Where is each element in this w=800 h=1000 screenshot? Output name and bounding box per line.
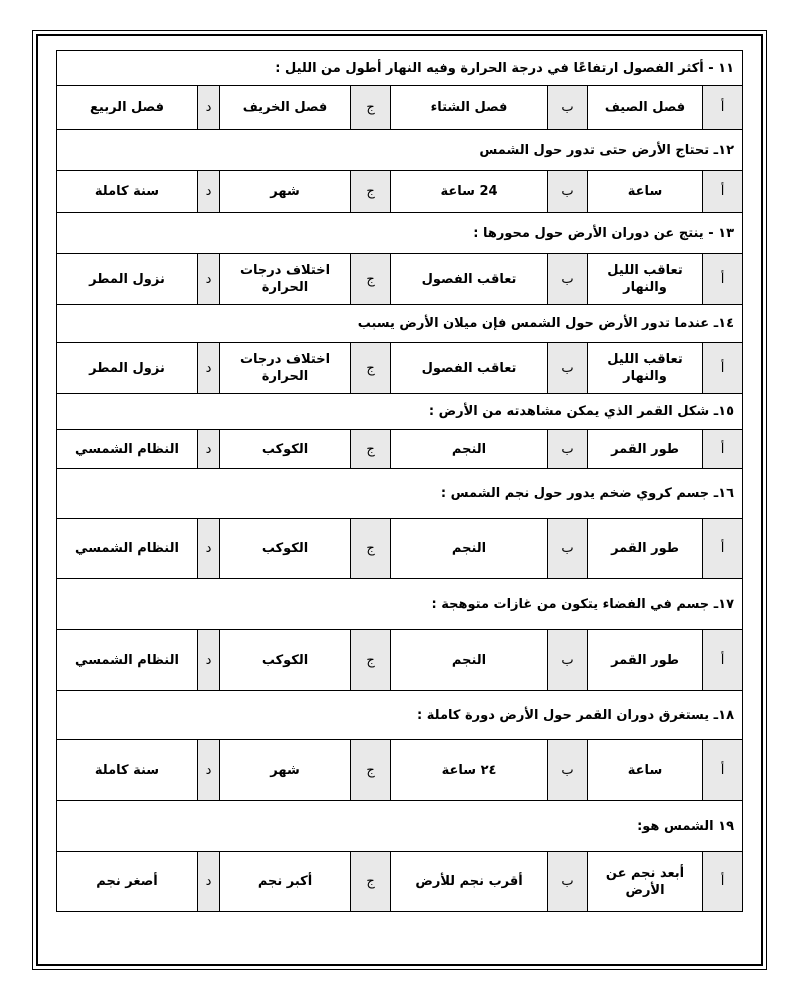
question-text: ١٤ـ عندما تدور الأرض حول الشمس فإن ميلان الأرض يسبب [57, 305, 743, 343]
option-letter: د [198, 430, 220, 469]
option-letter: ب [548, 86, 588, 130]
question-row [57, 305, 743, 343]
question-text: ١١ - أكثر الفصول ارتفاعًا في درجة الحرارة وفيه النهار أطول من الليل : [57, 51, 743, 86]
question-text: ١٥ـ شكل القمر الذي يمكن مشاهدته من الأرض : [57, 394, 743, 430]
option-text: سنة كاملة [94, 184, 160, 199]
option-letter: ب [548, 852, 588, 912]
question-text: ١٨ـ يستغرق دوران القمر حول الأرض دورة كاملة : [57, 691, 743, 740]
option-answer[interactable] [588, 343, 703, 394]
option-letter: ب [548, 519, 588, 579]
question-row [57, 130, 743, 171]
option-text: تعاقب الليل والنهار [607, 352, 683, 384]
option-text: أبعد نجم عن الأرض [605, 865, 685, 898]
question-row [57, 801, 743, 852]
option-letter: د [198, 343, 220, 394]
option-answer[interactable] [588, 630, 703, 691]
option-answer[interactable] [588, 740, 703, 801]
option-answer[interactable] [588, 254, 703, 305]
option-letter: أ [703, 171, 743, 213]
question-text: ١٩ الشمس هو: [57, 801, 743, 852]
option-letter: د [198, 630, 220, 691]
option-answer[interactable] [220, 254, 351, 305]
option-text: فصل الربيع [90, 100, 164, 115]
option-answer[interactable] [391, 430, 548, 469]
question-row [57, 213, 743, 254]
option-text: شهر [270, 184, 300, 199]
options-row [57, 740, 743, 801]
options-row [57, 254, 743, 305]
option-answer[interactable] [391, 740, 548, 801]
option-text: فصل الشتاء [430, 100, 508, 115]
option-text: النجم [451, 541, 487, 556]
option-text: تعاقب الفصول [421, 360, 517, 376]
option-text: طور القمر [611, 441, 679, 457]
options-row [57, 343, 743, 394]
option-answer[interactable] [57, 343, 198, 394]
option-answer[interactable] [588, 519, 703, 579]
options-row [57, 519, 743, 579]
options-row [57, 630, 743, 691]
option-answer[interactable] [57, 852, 198, 912]
question-text: ١٣ - ينتج عن دوران الأرض حول محورها : [57, 213, 743, 254]
option-letter: أ [703, 343, 743, 394]
options-row [57, 430, 743, 469]
option-answer[interactable] [391, 86, 548, 130]
option-letter: ب [548, 430, 588, 469]
option-answer[interactable] [391, 852, 548, 912]
option-text: شهر [270, 762, 300, 778]
option-text: طور القمر [611, 652, 679, 668]
option-text: اختلاف درجات الحرارة [239, 352, 331, 384]
option-letter: أ [703, 430, 743, 469]
option-letter: ب [548, 343, 588, 394]
option-text: 24 ساعة [440, 184, 498, 199]
option-letter: ج [351, 254, 391, 305]
options-row [57, 852, 743, 912]
option-text: ساعة [627, 762, 663, 778]
option-answer[interactable] [588, 86, 703, 130]
option-letter: د [198, 852, 220, 912]
question-row [57, 394, 743, 430]
option-letter: ج [351, 430, 391, 469]
option-text: أصغر نجم [96, 874, 158, 889]
option-text: النظام الشمسي [75, 652, 179, 668]
option-answer[interactable] [57, 630, 198, 691]
option-letter: ب [548, 254, 588, 305]
option-answer[interactable] [588, 430, 703, 469]
question-row [57, 51, 743, 86]
option-answer[interactable] [220, 86, 351, 130]
options-row [57, 86, 743, 130]
option-text: تعاقب الفصول [421, 271, 517, 287]
option-letter: أ [703, 254, 743, 305]
option-text: النجم [451, 441, 487, 457]
option-letter: أ [703, 630, 743, 691]
option-text: الكوكب [261, 652, 309, 668]
option-letter: د [198, 86, 220, 130]
option-answer[interactable] [57, 519, 198, 579]
option-text: سنة كاملة [94, 762, 160, 778]
question-text: ١٦ـ جسم كروي ضخم يدور حول نجم الشمس : [57, 469, 743, 519]
option-letter: ب [548, 740, 588, 801]
option-letter: أ [703, 740, 743, 801]
option-answer[interactable] [220, 171, 351, 213]
option-letter: د [198, 254, 220, 305]
option-letter: ج [351, 630, 391, 691]
option-answer[interactable] [391, 519, 548, 579]
option-letter: أ [703, 86, 743, 130]
option-text: طور القمر [611, 541, 679, 556]
option-letter: ب [548, 630, 588, 691]
options-row [57, 171, 743, 213]
option-answer[interactable] [57, 740, 198, 801]
option-answer[interactable] [57, 430, 198, 469]
option-letter: د [198, 740, 220, 801]
option-text: ٢٤ ساعة [441, 762, 497, 778]
option-letter: ج [351, 86, 391, 130]
option-text: تعاقب الليل والنهار [607, 263, 683, 295]
option-answer[interactable] [391, 171, 548, 213]
option-text: نزول المطر [89, 271, 165, 287]
option-answer[interactable] [220, 852, 351, 912]
option-answer[interactable] [220, 519, 351, 579]
option-text: فصل الخريف [242, 100, 328, 115]
option-letter: ب [548, 171, 588, 213]
question-text: ١٧ـ جسم في الفضاء يتكون من غازات متوهجة : [57, 579, 743, 630]
option-answer[interactable] [220, 430, 351, 469]
question-row [57, 579, 743, 630]
option-letter: أ [703, 852, 743, 912]
option-text: الكوكب [261, 441, 309, 457]
option-answer[interactable] [220, 740, 351, 801]
question-text: ١٢ـ تحتاج الأرض حتى تدور حول الشمس [57, 130, 743, 171]
option-answer[interactable] [57, 254, 198, 305]
option-text: النجم [451, 652, 487, 668]
option-answer[interactable] [220, 630, 351, 691]
option-text: نزول المطر [89, 360, 165, 376]
option-answer[interactable] [391, 254, 548, 305]
question-row [57, 691, 743, 740]
option-text: الكوكب [261, 541, 309, 556]
questions-table [56, 50, 743, 912]
option-answer[interactable] [391, 343, 548, 394]
option-letter: د [198, 171, 220, 213]
option-text: النظام الشمسي [75, 441, 179, 457]
option-answer[interactable] [391, 630, 548, 691]
option-text: فصل الصيف [604, 100, 686, 115]
option-letter: د [198, 519, 220, 579]
option-text: أقرب نجم للأرض [415, 874, 523, 889]
option-text: ساعة [627, 184, 663, 199]
option-letter: أ [703, 519, 743, 579]
question-row [57, 469, 743, 519]
option-text: أكبر نجم [257, 874, 313, 889]
option-answer[interactable] [57, 86, 198, 130]
option-answer[interactable] [57, 171, 198, 213]
option-answer[interactable] [588, 852, 703, 912]
option-letter: ج [351, 519, 391, 579]
option-answer[interactable] [220, 343, 351, 394]
option-letter: ج [351, 852, 391, 912]
option-answer[interactable] [588, 171, 703, 213]
option-letter: ج [351, 740, 391, 801]
option-text: اختلاف درجات الحرارة [239, 263, 331, 295]
option-text: النظام الشمسي [75, 541, 179, 556]
option-letter: ج [351, 343, 391, 394]
option-letter: ج [351, 171, 391, 213]
